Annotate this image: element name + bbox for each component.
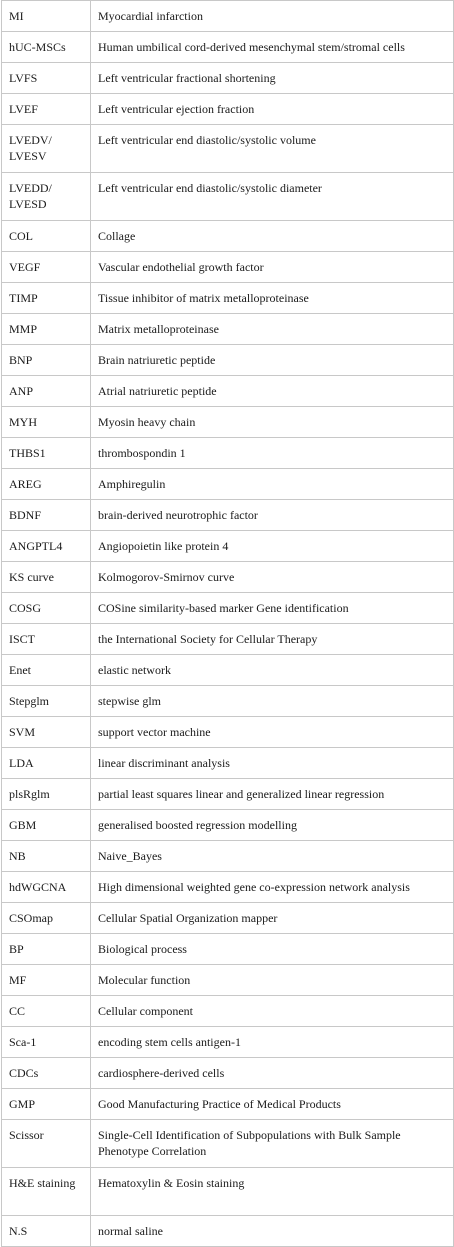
abbreviation-definition: Brain natriuretic peptide: [91, 345, 454, 376]
abbreviation-term: CDCs: [2, 1058, 91, 1089]
abbreviation-term: LVEF: [2, 94, 91, 125]
abbreviation-term: ANGPTL4: [2, 531, 91, 562]
abbreviation-definition: Naive_Bayes: [91, 841, 454, 872]
abbreviation-term: GBM: [2, 810, 91, 841]
table-row: [2, 173, 454, 221]
table-row: [2, 841, 454, 872]
table-row: [2, 1058, 454, 1089]
table-row: [2, 1120, 454, 1168]
table-row: [2, 1168, 454, 1216]
abbreviation-term: LVFS: [2, 63, 91, 94]
abbreviation-term: Sca-1: [2, 1027, 91, 1058]
abbreviation-term: H&E staining: [2, 1168, 91, 1216]
abbreviation-definition: elastic network: [91, 655, 454, 686]
table-row: [2, 903, 454, 934]
abbreviation-definition: stepwise glm: [91, 686, 454, 717]
abbreviation-term: KS curve: [2, 562, 91, 593]
table-row: [2, 252, 454, 283]
abbreviation-term: NB: [2, 841, 91, 872]
abbreviation-definition: Matrix metalloproteinase: [91, 314, 454, 345]
abbreviation-term: AREG: [2, 469, 91, 500]
abbreviation-term: LVEDV/ LVESV: [2, 125, 91, 173]
table-row: [2, 562, 454, 593]
abbreviation-definition: Amphiregulin: [91, 469, 454, 500]
table-row: [2, 717, 454, 748]
abbreviation-term: MYH: [2, 407, 91, 438]
abbreviation-term: N.S: [2, 1216, 91, 1247]
table-row: [2, 748, 454, 779]
abbreviation-term: MMP: [2, 314, 91, 345]
abbreviation-term: Stepglm: [2, 686, 91, 717]
abbreviation-term: ISCT: [2, 624, 91, 655]
abbreviation-definition: Left ventricular end diastolic/systolic diameter: [91, 173, 454, 221]
table-row: [2, 469, 454, 500]
abbreviation-definition: Kolmogorov-Smirnov curve: [91, 562, 454, 593]
table-row: [2, 1089, 454, 1120]
table-row: [2, 438, 454, 469]
abbreviation-term: LVEDD/ LVESD: [2, 173, 91, 221]
abbreviation-definition: Myosin heavy chain: [91, 407, 454, 438]
abbreviation-definition: Molecular function: [91, 965, 454, 996]
abbreviation-term: GMP: [2, 1089, 91, 1120]
abbreviation-definition: cardiosphere-derived cells: [91, 1058, 454, 1089]
abbreviation-term: BDNF: [2, 500, 91, 531]
abbreviation-term: CC: [2, 996, 91, 1027]
table-row: [2, 125, 454, 173]
abbreviation-term: COSG: [2, 593, 91, 624]
abbreviation-definition: Left ventricular end diastolic/systolic volume: [91, 125, 454, 173]
abbreviation-term: ANP: [2, 376, 91, 407]
abbreviation-definition: Biological process: [91, 934, 454, 965]
abbreviation-definition: the International Society for Cellular Therapy: [91, 624, 454, 655]
abbreviation-term: MF: [2, 965, 91, 996]
table-row: [2, 1027, 454, 1058]
abbreviation-definition: normal saline: [91, 1216, 454, 1247]
table-row: [2, 593, 454, 624]
table-row: [2, 32, 454, 63]
abbreviation-definition: Single-Cell Identification of Subpopulations with Bulk Sample Phenotype Correlation: [91, 1120, 454, 1168]
abbreviation-definition: Cellular Spatial Organization mapper: [91, 903, 454, 934]
abbreviation-definition: Tissue inhibitor of matrix metalloproteinase: [91, 283, 454, 314]
abbreviation-definition: Good Manufacturing Practice of Medical Products: [91, 1089, 454, 1120]
abbreviation-term: TIMP: [2, 283, 91, 314]
abbreviation-term: Enet: [2, 655, 91, 686]
abbreviation-definition: support vector machine: [91, 717, 454, 748]
abbreviation-term: SVM: [2, 717, 91, 748]
abbreviation-definition: Left ventricular ejection fraction: [91, 94, 454, 125]
abbreviation-term: MI: [2, 1, 91, 32]
abbreviation-term: BP: [2, 934, 91, 965]
abbreviation-term: plsRglm: [2, 779, 91, 810]
table-row: [2, 94, 454, 125]
table-row: [2, 63, 454, 94]
table-row: [2, 872, 454, 903]
abbreviation-definition: Atrial natriuretic peptide: [91, 376, 454, 407]
abbreviation-definition: Human umbilical cord-derived mesenchymal stem/stromal cells: [91, 32, 454, 63]
abbreviation-definition: generalised boosted regression modelling: [91, 810, 454, 841]
abbreviation-definition: linear discriminant analysis: [91, 748, 454, 779]
table-row: [2, 500, 454, 531]
table-row: [2, 407, 454, 438]
table-row: [2, 810, 454, 841]
table-row: [2, 934, 454, 965]
table-row: [2, 779, 454, 810]
abbreviation-definition: COSine similarity-based marker Gene identification: [91, 593, 454, 624]
abbreviation-definition: brain-derived neurotrophic factor: [91, 500, 454, 531]
abbreviation-definition: thrombospondin 1: [91, 438, 454, 469]
abbreviation-definition: High dimensional weighted gene co-expression network analysis: [91, 872, 454, 903]
table-row: [2, 996, 454, 1027]
abbreviation-term: Scissor: [2, 1120, 91, 1168]
table-row: [2, 531, 454, 562]
table-row: [2, 376, 454, 407]
abbreviation-definition: partial least squares linear and generalized linear regression: [91, 779, 454, 810]
abbreviation-definition: Hematoxylin & Eosin staining: [91, 1168, 454, 1216]
abbreviation-definition: Collage: [91, 221, 454, 252]
abbreviation-term: BNP: [2, 345, 91, 376]
table-row: [2, 624, 454, 655]
table-row: [2, 655, 454, 686]
abbreviation-term: VEGF: [2, 252, 91, 283]
table-row: [2, 1, 454, 32]
table-row: [2, 345, 454, 376]
abbreviation-term: COL: [2, 221, 91, 252]
abbreviation-definition: Cellular component: [91, 996, 454, 1027]
abbreviations-table-body: [2, 1, 454, 1247]
table-row: [2, 965, 454, 996]
table-row: [2, 314, 454, 345]
table-row: [2, 686, 454, 717]
abbreviation-definition: Vascular endothelial growth factor: [91, 252, 454, 283]
abbreviations-table: [1, 0, 454, 1247]
abbreviation-term: CSOmap: [2, 903, 91, 934]
table-row: [2, 221, 454, 252]
abbreviation-term: hUC-MSCs: [2, 32, 91, 63]
abbreviation-definition: Myocardial infarction: [91, 1, 454, 32]
abbreviation-term: THBS1: [2, 438, 91, 469]
abbreviation-definition: encoding stem cells antigen-1: [91, 1027, 454, 1058]
abbreviation-definition: Left ventricular fractional shortening: [91, 63, 454, 94]
abbreviation-definition: Angiopoietin like protein 4: [91, 531, 454, 562]
abbreviation-term: hdWGCNA: [2, 872, 91, 903]
abbreviation-term: LDA: [2, 748, 91, 779]
table-row: [2, 283, 454, 314]
